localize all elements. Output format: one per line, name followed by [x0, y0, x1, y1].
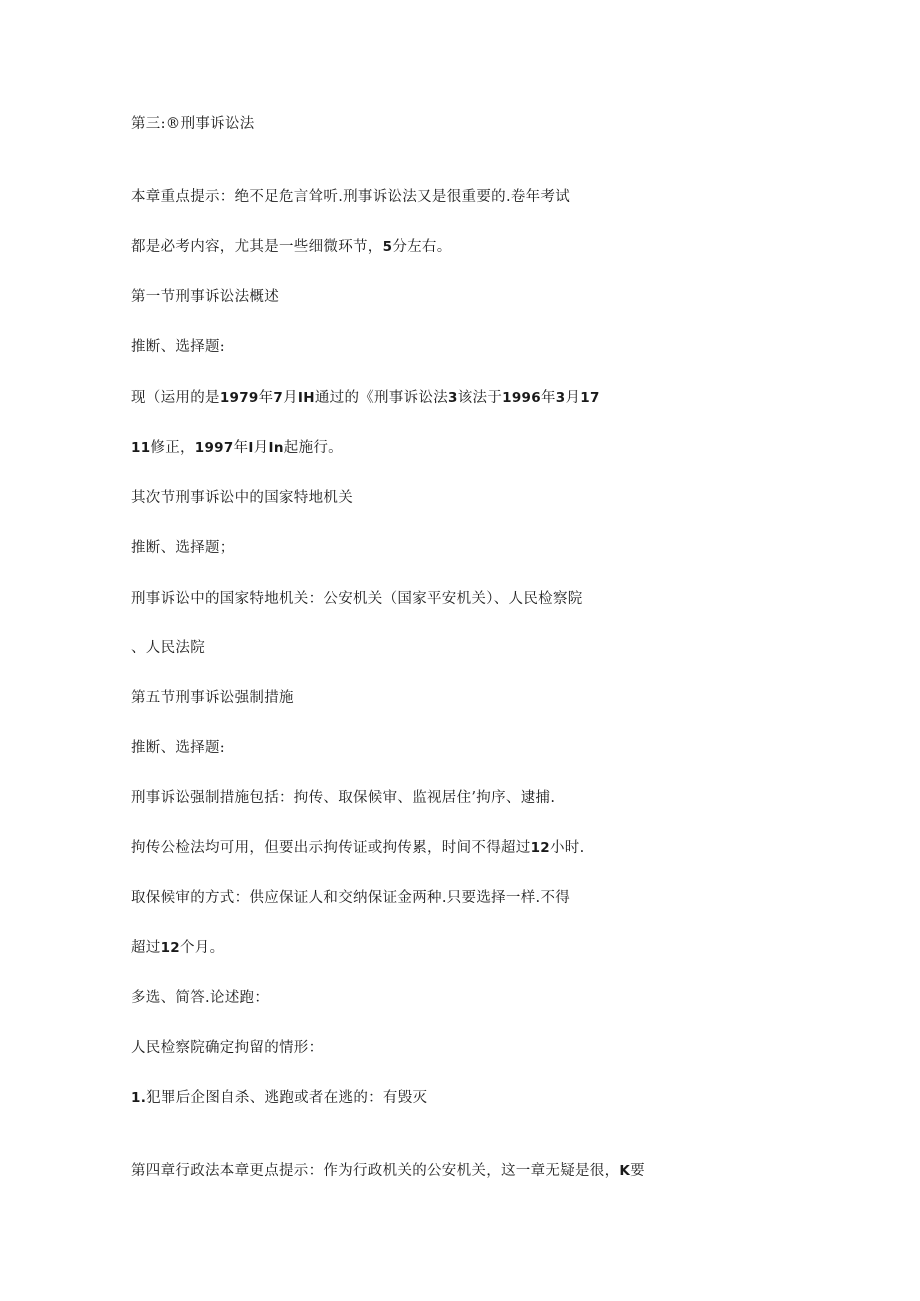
text-line: 超过12个月。: [131, 940, 225, 956]
section-heading: 第一节刑事诉讼法概述: [131, 289, 279, 305]
text-line: 人民检察院确定拘留的情形：: [131, 1040, 324, 1056]
text-line: 取保候审的方式：供应保证人和交纳保证金两种.只要选择一样.不得: [131, 890, 571, 906]
text-line: 推断、选择题:: [131, 740, 225, 756]
list-item: 1.犯罪后企图自杀、逃跑或者在逃的：有毁灭: [131, 1090, 428, 1106]
text-line: 多选、简答.论述跑：: [131, 990, 270, 1006]
section-heading: 第五节刑事诉讼强制措施: [131, 690, 294, 706]
text-line: 刑事诉讼强制措施包括：拘传、取保候审、监视居住’拘序、逮捕.: [131, 790, 556, 806]
text-line: 、人民法院: [131, 640, 205, 656]
text-line: 拘传公检法均可用，但要出示拘传证或拘传累，时间不得超过12小时.: [131, 840, 585, 856]
text-line: 现（运用的是1979年7月IH通过的《刑事诉讼法3该法于1996年3月17: [131, 390, 600, 406]
text-line: 推断、选择题:: [131, 339, 225, 355]
chapter-title: 第三:®刑事诉讼法: [131, 116, 255, 132]
section-heading: 其次节刑事诉讼中的国家特地机关: [131, 490, 353, 506]
text-line: 推断、选择题；: [131, 540, 235, 556]
chapter-title: 第四章行政法本章更点提示：作为行政机关的公安机关，这一章无疑是很，K要: [131, 1163, 645, 1179]
text-line: 都是必考内容，尤其是一些细微环节，5分左右。: [131, 239, 452, 255]
text-line: 刑事诉讼中的国家特地机关：公安机关（国家平安机关）、人民检察院: [131, 591, 583, 607]
text-line: 本章重点提示：绝不足危言耸听.刑事诉讼法又是很重要的.卷年考试: [131, 189, 571, 205]
text-line: 11修正，1997年I月In起施行。: [131, 440, 343, 456]
